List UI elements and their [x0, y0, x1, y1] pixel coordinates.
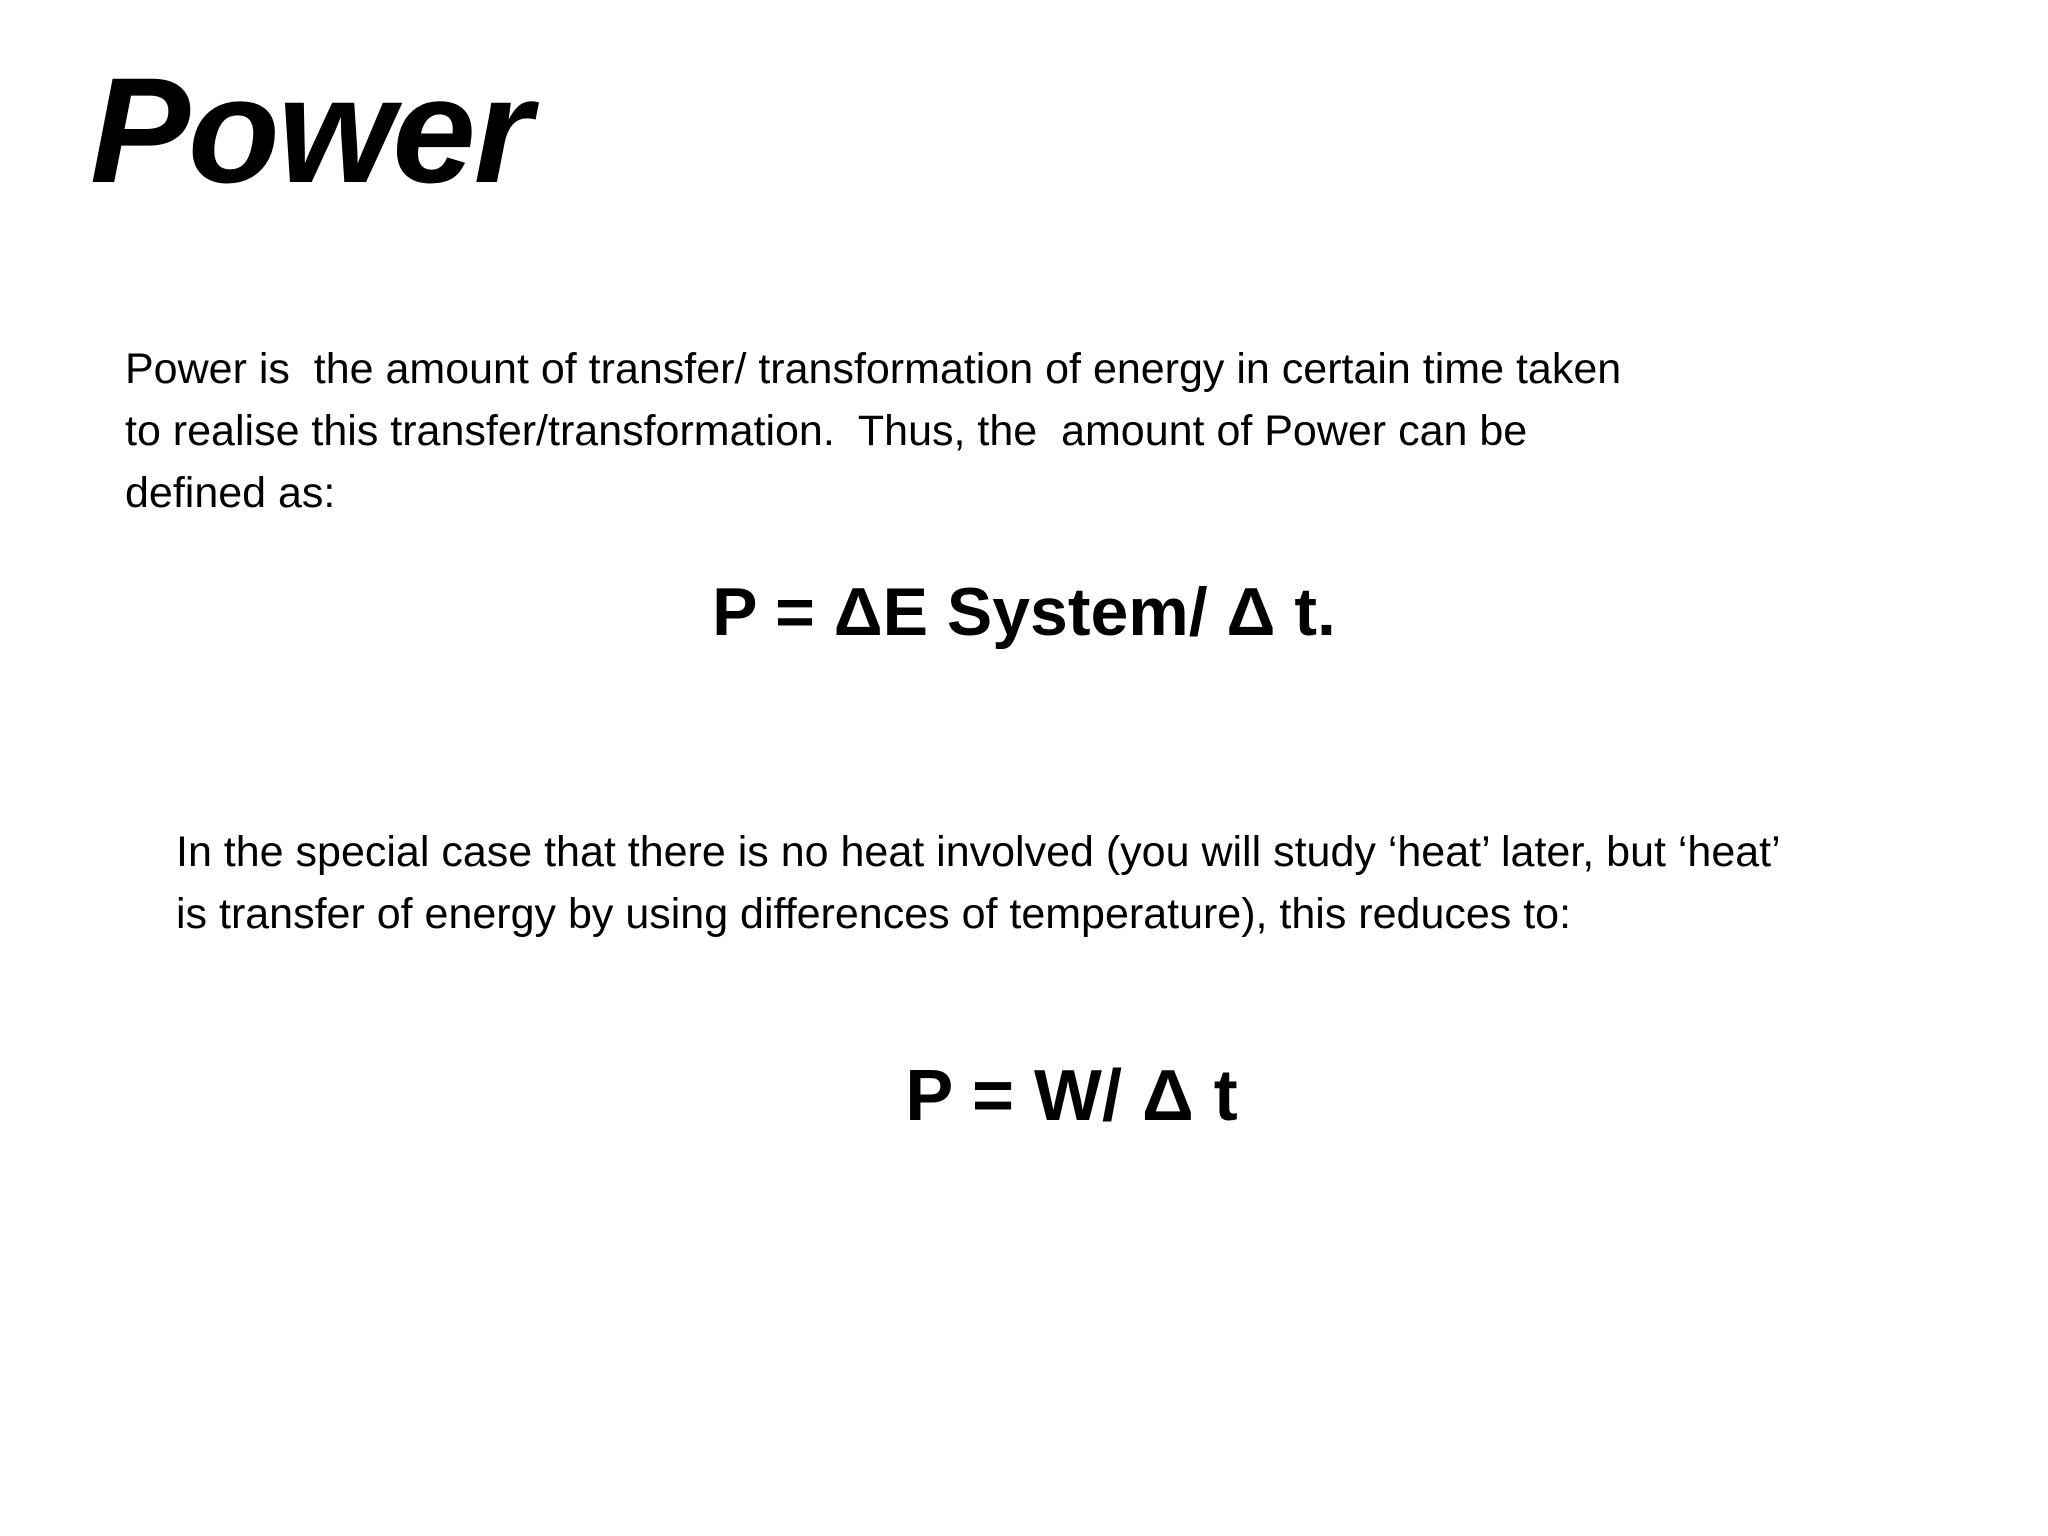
definition-line-3: defined as: — [125, 469, 336, 517]
special-case-line-2: is transfer of energy by using differences of temperature), this reduces to: — [176, 890, 1572, 938]
definition-paragraph — [125, 338, 1845, 524]
special-case-line-1: In the special case that there is no heat involved (you will study ‘heat’ later, but ‘heat’ — [176, 828, 1781, 876]
definition-line-1: Power is the amount of transfer/ transformation of energy in certain time taken — [125, 345, 1622, 393]
definition-line-2: to realise this transfer/transformation. Thus, the amount of Power can be — [125, 407, 1528, 455]
special-case-paragraph — [176, 821, 2016, 945]
power-work-formula: P = W/ Δ t — [905, 1056, 1238, 1136]
slide-title: Power — [90, 46, 531, 214]
power-energy-formula: P = ΔE System/ Δ t. — [712, 574, 1336, 650]
